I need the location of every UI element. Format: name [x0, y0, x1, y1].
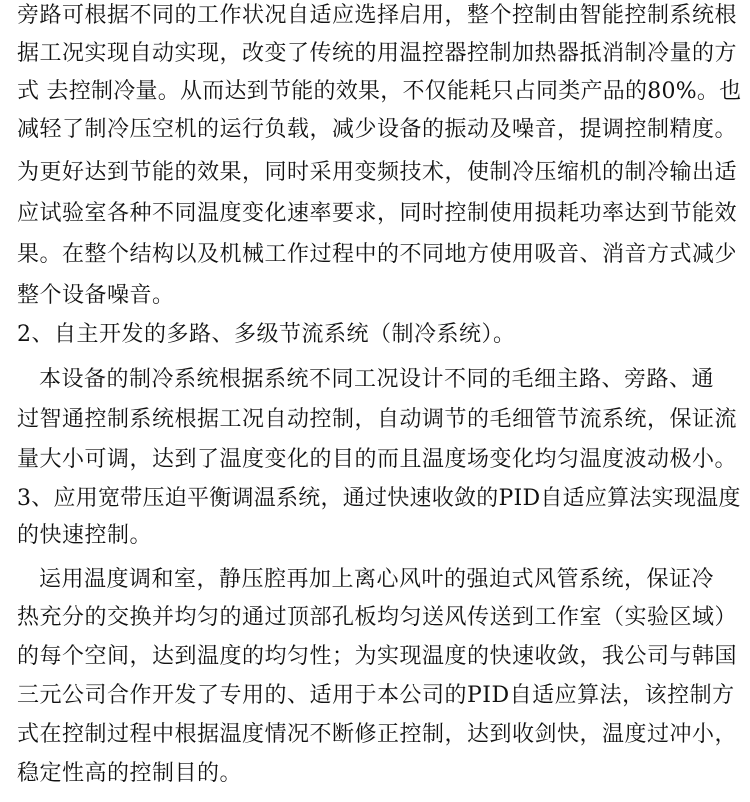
text-line: 稳定性高的控制目的。 [17, 761, 243, 786]
text-line: 的每个空间，达到温度的均匀性；为实现温度的快速收敛，我公司与韩国 [17, 644, 738, 669]
text-line: 过智通控制系统根据工况自动控制，自动调节的毛细管节流系统，保证流 [17, 407, 738, 432]
section-heading-2: 2、自主开发的多路、多级节流系统（制冷系统）。 [17, 322, 516, 347]
text-line: 热充分的交换并均匀的通过顶部孔板均匀送风传送到工作室（实验区域） [17, 605, 738, 630]
text-line: 式在控制过程中根据温度情况不断修正控制，达到收剑快，温度过冲小， [17, 722, 738, 747]
text-line: 为更好达到节能的效果，同时采用变频技术，使制冷压缩机的制冷输出适 [17, 160, 738, 185]
text-line: 旁路可根据不同的工作状况自适应选择启用，整个控制由智能控制系统根 [17, 3, 738, 28]
text-line: 据工况实现自动实现，改变了传统的用温控器控制加热器抵消制冷量的方 [17, 41, 738, 66]
text-line: 式 去控制冷量。从而达到节能的效果，不仅能耗只占同类产品的80%。也 [17, 79, 742, 104]
text-line: 减轻了制冷压空机的运行负载，减少设备的振动及噪音，提调控制精度。 [17, 117, 738, 142]
text-line: 本设备的制冷系统根据系统不同工况设计不同的毛细主路、旁路、通 [39, 367, 715, 392]
text-line: 应试验室各种不同温度变化速率要求，同时控制使用损耗功率达到节能效 [17, 201, 738, 226]
text-line: 三元公司合作开发了专用的、适用于本公司的PID自适应算法，该控制方 [17, 683, 735, 708]
text-line: 果。在整个结构以及机械工作过程中的不同地方使用吸音、消音方式减少 [17, 242, 738, 267]
section-heading-3: 3、应用宽带压迫平衡调温系统，通过快速收敛的PID自适应算法实现温度 [17, 486, 741, 511]
text-line: 整个设备噪音。 [17, 283, 175, 308]
section-heading-3-continued: 的快速控制。 [17, 523, 153, 548]
text-line: 量大小可调，达到了温度变化的目的而且温度场变化均匀温度波动极小。 [17, 447, 738, 472]
text-line: 运用温度调和室，静压腔再加上离心风叶的强迫式风管系统，保证冷 [39, 567, 715, 592]
